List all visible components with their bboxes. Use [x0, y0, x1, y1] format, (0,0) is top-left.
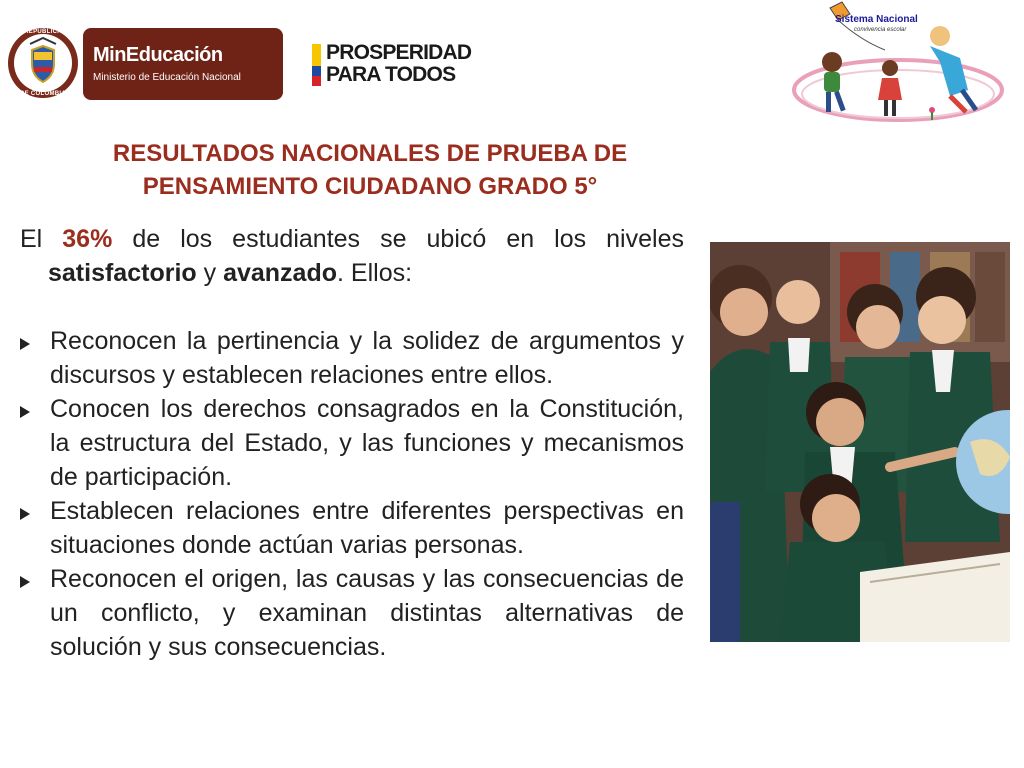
sistema-nacional-tagline: convivencia escolar [854, 27, 907, 33]
intro-middle: de los estudiantes se ubicó en los niveles [112, 225, 684, 253]
arrow-bullet-icon [20, 508, 30, 520]
slide-title-line2: PENSAMIENTO CIUDADANO GRADO 5° [142, 173, 598, 200]
seal-top-text: REPÚBLICA [24, 29, 62, 35]
bullet-text: Reconocen la pertinencia y la solidez de argumentos y discursos y establecen relaciones entre ellos. [50, 327, 684, 389]
slide-title-line1: RESULTADOS NACIONALES DE PRUEBA DE [112, 140, 628, 167]
arrow-bullet-icon [20, 576, 30, 588]
bullet-item [20, 494, 684, 562]
sistema-nacional-logo [790, 0, 1010, 135]
coat-of-arms-icon [8, 28, 78, 98]
students-photo-illustration [710, 242, 1010, 642]
sistema-nacional-title: Sistema Nacional [835, 14, 918, 25]
bullet-text: Establecen relaciones entre diferentes perspectivas en situaciones donde actúan varias personas. [50, 497, 684, 559]
intro-connector: y [196, 259, 224, 287]
slide-title [30, 137, 710, 203]
bullet-text: Reconocen el origen, las causas y las consecuencias de un conflicto, y examinan distintas alternativas de solución y sus consecuencias. [50, 565, 684, 661]
intro-percent: 36% [62, 225, 113, 253]
bullet-item [20, 324, 684, 392]
level-avanzado: avanzado [223, 259, 338, 287]
intro-line2 [20, 256, 684, 290]
prosperidad-line1: PROSPERIDAD [326, 41, 472, 64]
students-globe-photo [710, 242, 1010, 642]
slide-body [20, 222, 684, 664]
intro-line1 [20, 222, 684, 256]
arrow-bullet-icon [20, 406, 30, 418]
bullet-item [20, 562, 684, 664]
bullet-item [20, 392, 684, 494]
intro-prefix: El [20, 225, 63, 253]
mineducacion-subtitle: Ministerio de Educación Nacional [93, 72, 241, 83]
arrow-bullet-icon [20, 338, 30, 350]
prosperidad-flag-icon [312, 44, 321, 86]
seal-bottom-text: DE COLOMBIA [20, 91, 66, 97]
mineducacion-logo [83, 28, 283, 100]
intro-suffix: . Ellos: [337, 259, 413, 287]
bullet-text: Conocen los derechos consagrados en la Constitución, la estructura del Estado, y las funciones y mecanismos de participación. [50, 395, 684, 491]
prosperidad-logo [326, 42, 471, 86]
mineducacion-title: MinEducación [93, 44, 223, 66]
level-satisfactorio: satisfactorio [48, 259, 197, 287]
prosperidad-line2: PARA TODOS [326, 63, 456, 86]
colombia-seal-logo [8, 28, 78, 98]
